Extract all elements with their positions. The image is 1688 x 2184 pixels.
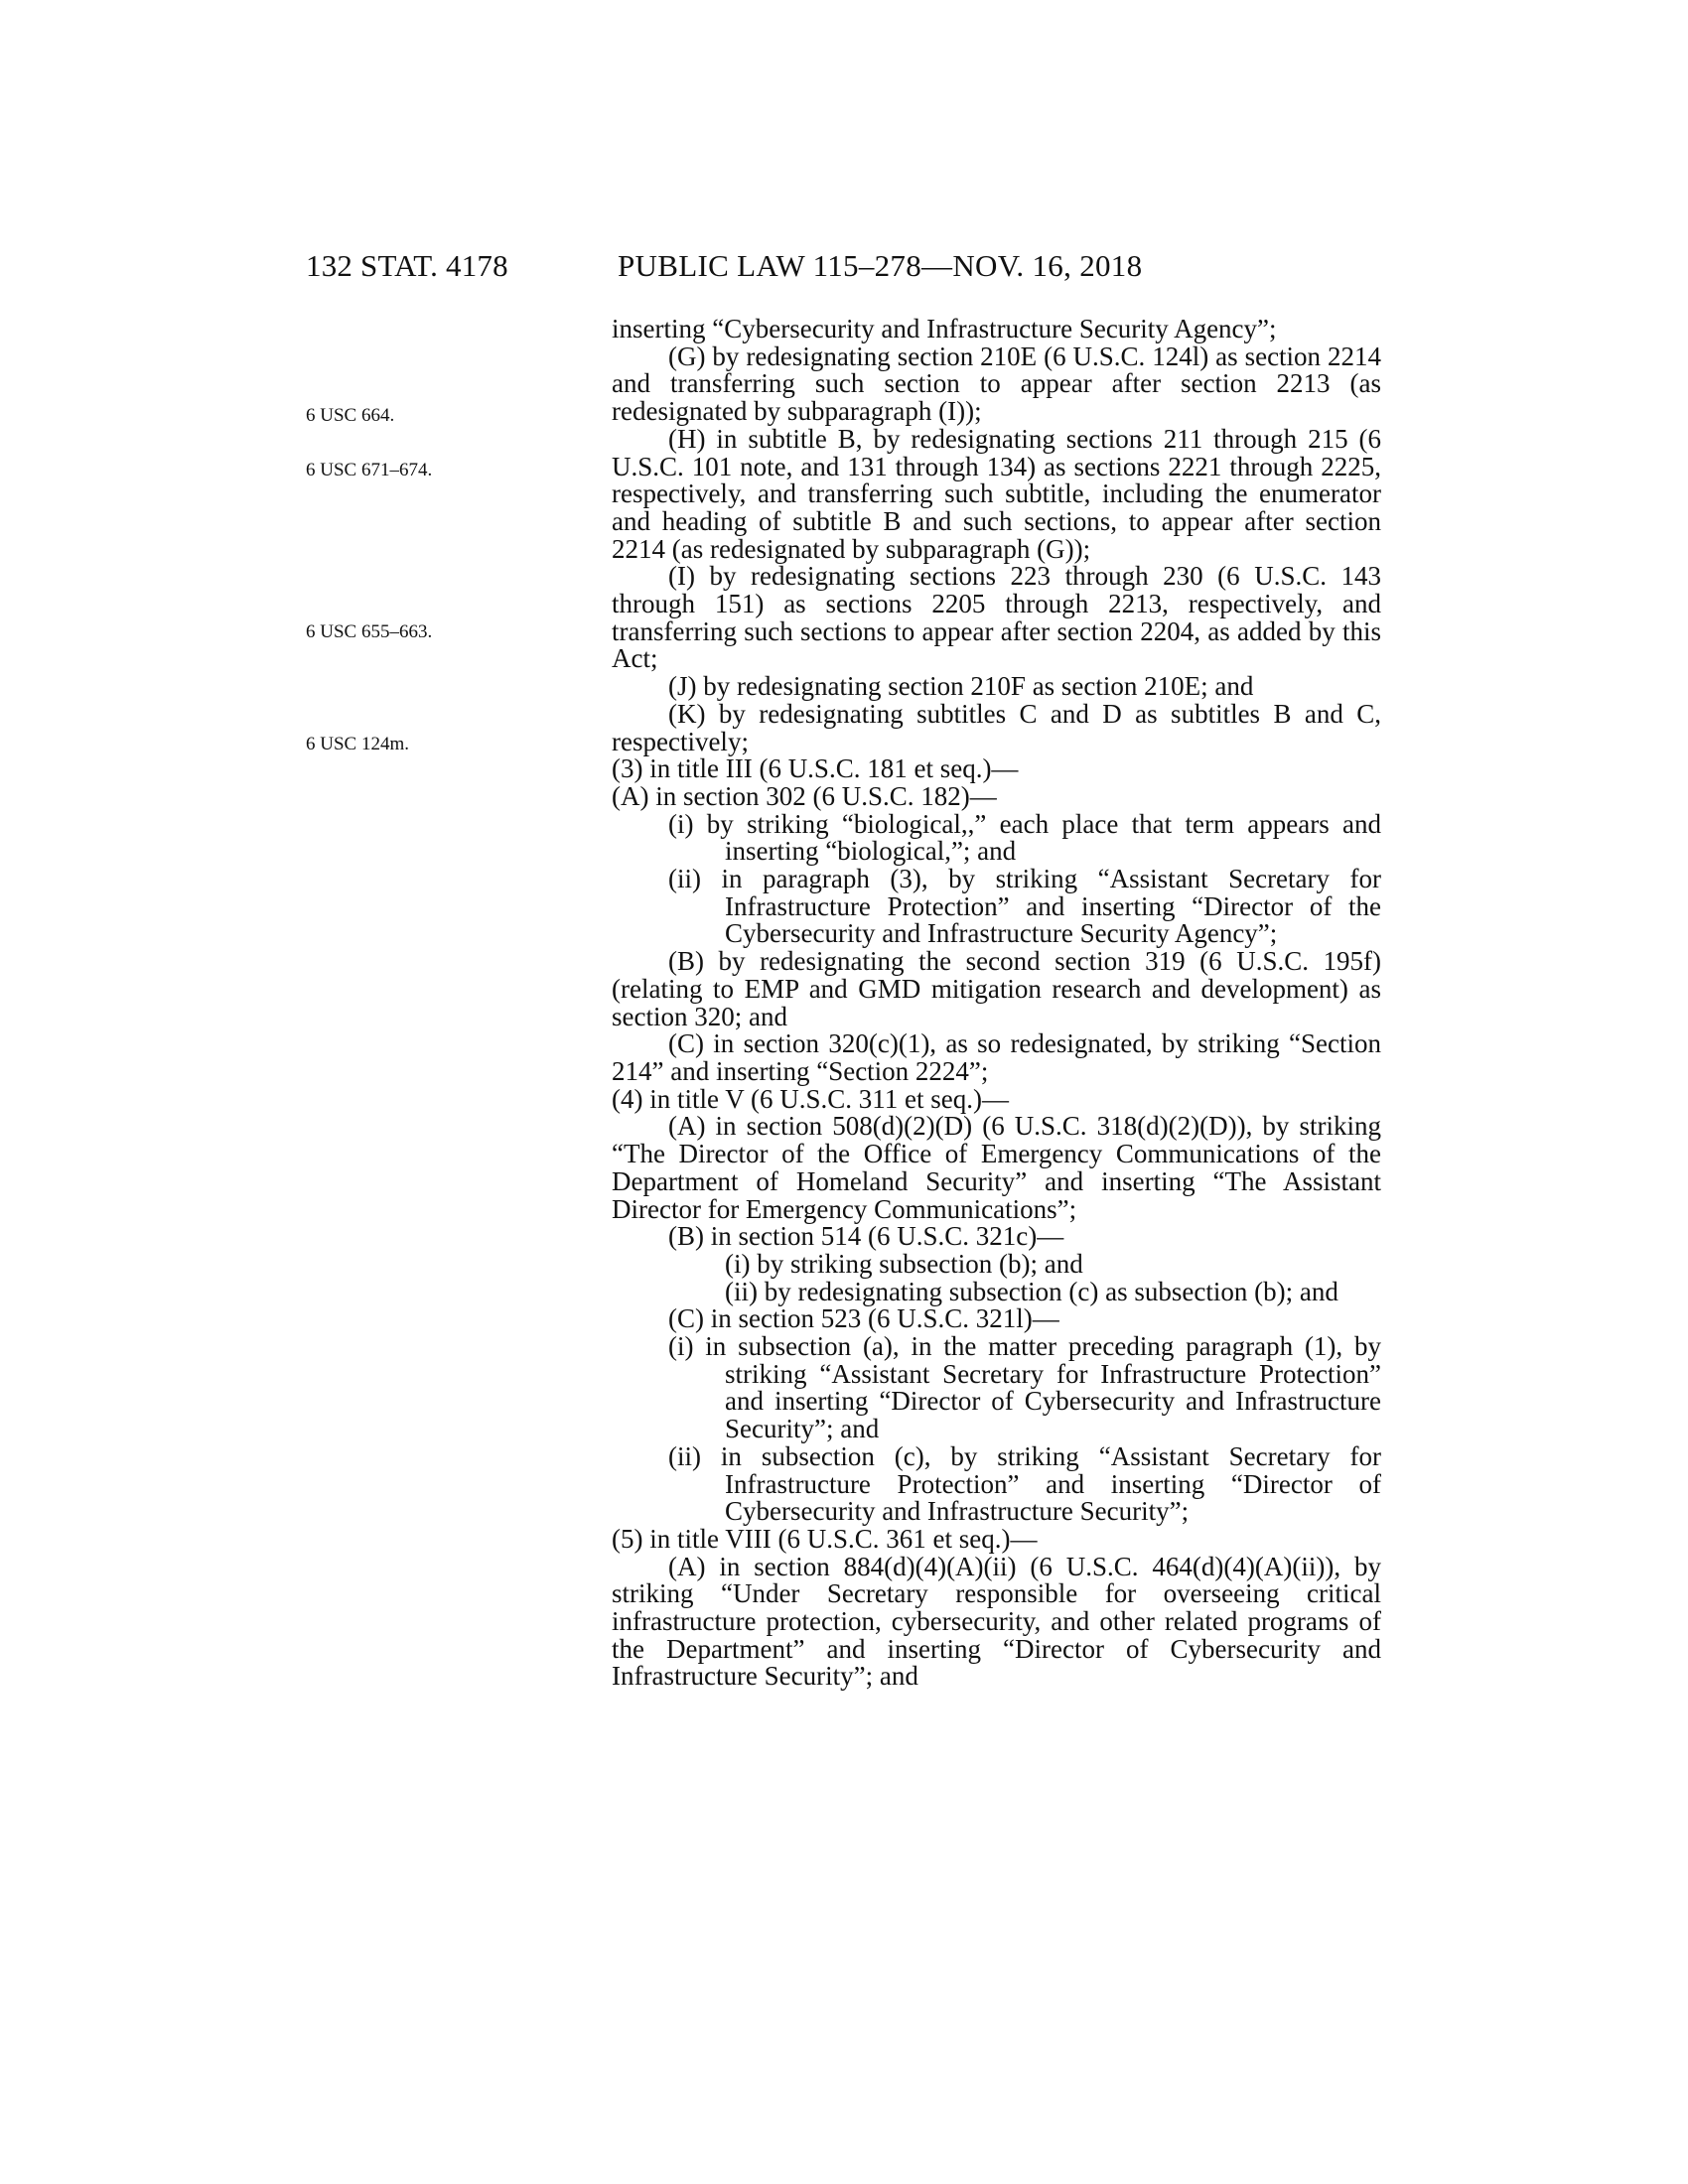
paragraph: (ii) in subsection (c), by striking “Assistant Secretary for Infrastructure Protection” and inserting “Director of Cybersecurity and Infrastructure Security”;: [668, 1440, 1381, 1527]
paragraph: (H) in subtitle B, by redesignating sections 211 through 215 (6 U.S.C. 101 note, and 131 through 134) as sections 2221 through 2225, respectively, and transferring such subtitle, including the enumerator and heading of subtitle B and such sections, to appear after section 2214 (as redesignated by subparagraph (G));: [612, 423, 1381, 564]
margin-note: 6 USC 124m.: [306, 734, 409, 754]
stat-citation: 132 STAT. 4178: [306, 248, 508, 283]
paragraph: (i) by striking “biological,,” each place that term appears and inserting “biological,”; and: [668, 808, 1381, 867]
paragraph: (A) in section 884(d)(4)(A)(ii) (6 U.S.C. 464(d)(4)(A)(ii)), by striking “Under Secretary responsible for overseeing critical infrastructure protection, cybersecurity, and other related programs of the Department” and inserting “Director of Cybersecurity and Infrastructure Security”; and: [612, 1551, 1381, 1692]
paragraph: (K) by redesignating subtitles C and D as subtitles B and C, respectively;: [612, 698, 1381, 756]
paragraph: (i) by striking subsection (b); and: [725, 1248, 1083, 1279]
paragraph: (B) by redesignating the second section 319 (6 U.S.C. 195f) (relating to EMP and GMD mitigation research and development) as section 320; and: [612, 946, 1381, 1031]
paragraph: (C) in section 320(c)(1), as so redesignated, by striking “Section 214” and inserting “Section 2224”;: [612, 1028, 1381, 1086]
paragraph: (G) by redesignating section 210E (6 U.S.C. 124l) as section 2214 and transferring such section to appear after section 2213 (as redesignated by subparagraph (I));: [612, 341, 1381, 427]
paragraph: (A) in section 302 (6 U.S.C. 182)—: [612, 780, 997, 811]
paragraph: (4) in title V (6 U.S.C. 311 et seq.)—: [612, 1083, 1009, 1114]
paragraph: (i) in subsection (a), in the matter preceding paragraph (1), by striking “Assistant Secretary for Infrastructure Protection” and inserting “Director of Cybersecurity and Infrastructure Security”; and: [668, 1331, 1381, 1444]
paragraph: (B) in section 514 (6 U.S.C. 321c)—: [668, 1221, 1064, 1252]
page-header-title: PUBLIC LAW 115–278—NOV. 16, 2018: [618, 248, 1143, 283]
paragraph: (I) by redesignating sections 223 through 230 (6 U.S.C. 143 through 151) as sections 2205 through 2213, respectively, and transferring such sections to appear after section 2204, as added by this Act;: [612, 561, 1381, 674]
margin-note: 6 USC 671–674.: [306, 460, 433, 480]
paragraph: (5) in title VIII (6 U.S.C. 361 et seq.)—: [612, 1523, 1038, 1554]
paragraph: (3) in title III (6 U.S.C. 181 et seq.)—: [612, 753, 1019, 784]
margin-note: 6 USC 664.: [306, 405, 395, 426]
paragraph: (C) in section 523 (6 U.S.C. 321l)—: [668, 1303, 1059, 1334]
paragraph: (A) in section 508(d)(2)(D) (6 U.S.C. 318(d)(2)(D)), by striking “The Director of the Office of Emergency Communications of the Department of Homeland Security” and inserting “The Assistant Director for Emergency Communications”;: [612, 1111, 1381, 1224]
paragraph: (ii) in paragraph (3), by striking “Assistant Secretary for Infrastructure Protection” and inserting “Director of the Cybersecurity and Infrastructure Security Agency”;: [668, 864, 1381, 949]
margin-note: 6 USC 655–663.: [306, 621, 433, 642]
paragraph: (ii) by redesignating subsection (c) as subsection (b); and: [725, 1276, 1338, 1306]
paragraph: inserting “Cybersecurity and Infrastructure Security Agency”;: [612, 314, 1277, 343]
paragraph: (J) by redesignating section 210F as section 210E; and: [668, 671, 1254, 702]
document-body: [612, 316, 1381, 1691]
